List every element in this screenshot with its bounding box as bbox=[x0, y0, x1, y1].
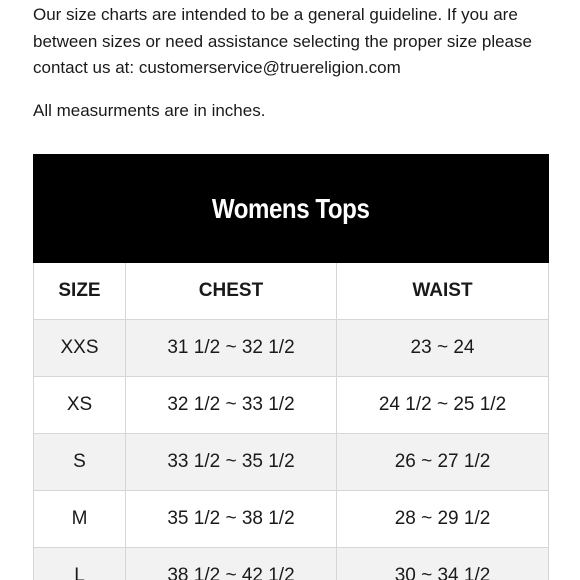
chest-cell: 32 1/2 ~ 33 1/2 bbox=[126, 377, 337, 434]
column-header-chest: CHEST bbox=[126, 263, 337, 320]
table-row bbox=[34, 491, 549, 548]
waist-cell: 26 ~ 27 1/2 bbox=[337, 434, 549, 491]
table-row bbox=[34, 548, 549, 580]
waist-cell: 24 1/2 ~ 25 1/2 bbox=[337, 377, 549, 434]
column-header-size: SIZE bbox=[34, 263, 126, 320]
size-cell: XS bbox=[34, 377, 126, 434]
waist-cell: 23 ~ 24 bbox=[337, 320, 549, 377]
chest-cell: 35 1/2 ~ 38 1/2 bbox=[126, 491, 337, 548]
table-row bbox=[34, 377, 549, 434]
table-row bbox=[34, 434, 549, 491]
size-guide-intro: Our size charts are intended to be a general guideline. If you are between sizes or need assistance selecting the proper size please contact us at: customerservice@truereligion.com bbox=[33, 5, 532, 77]
size-cell: XXS bbox=[34, 320, 126, 377]
size-cell: L bbox=[34, 548, 126, 580]
column-header-waist: WAIST bbox=[337, 263, 549, 320]
measurement-note: All measurments are in inches. bbox=[33, 101, 266, 120]
size-chart-table bbox=[33, 154, 549, 580]
chest-cell: 31 1/2 ~ 32 1/2 bbox=[126, 320, 337, 377]
size-cell: S bbox=[34, 434, 126, 491]
table-title-text: Womens Tops bbox=[212, 192, 370, 224]
waist-cell: 30 ~ 34 1/2 bbox=[337, 548, 549, 580]
chest-cell: 33 1/2 ~ 35 1/2 bbox=[126, 434, 337, 491]
table-title bbox=[34, 155, 549, 263]
table-row bbox=[34, 320, 549, 377]
size-cell: M bbox=[34, 491, 126, 548]
chest-cell: 38 1/2 ~ 42 1/2 bbox=[126, 548, 337, 580]
waist-cell: 28 ~ 29 1/2 bbox=[337, 491, 549, 548]
